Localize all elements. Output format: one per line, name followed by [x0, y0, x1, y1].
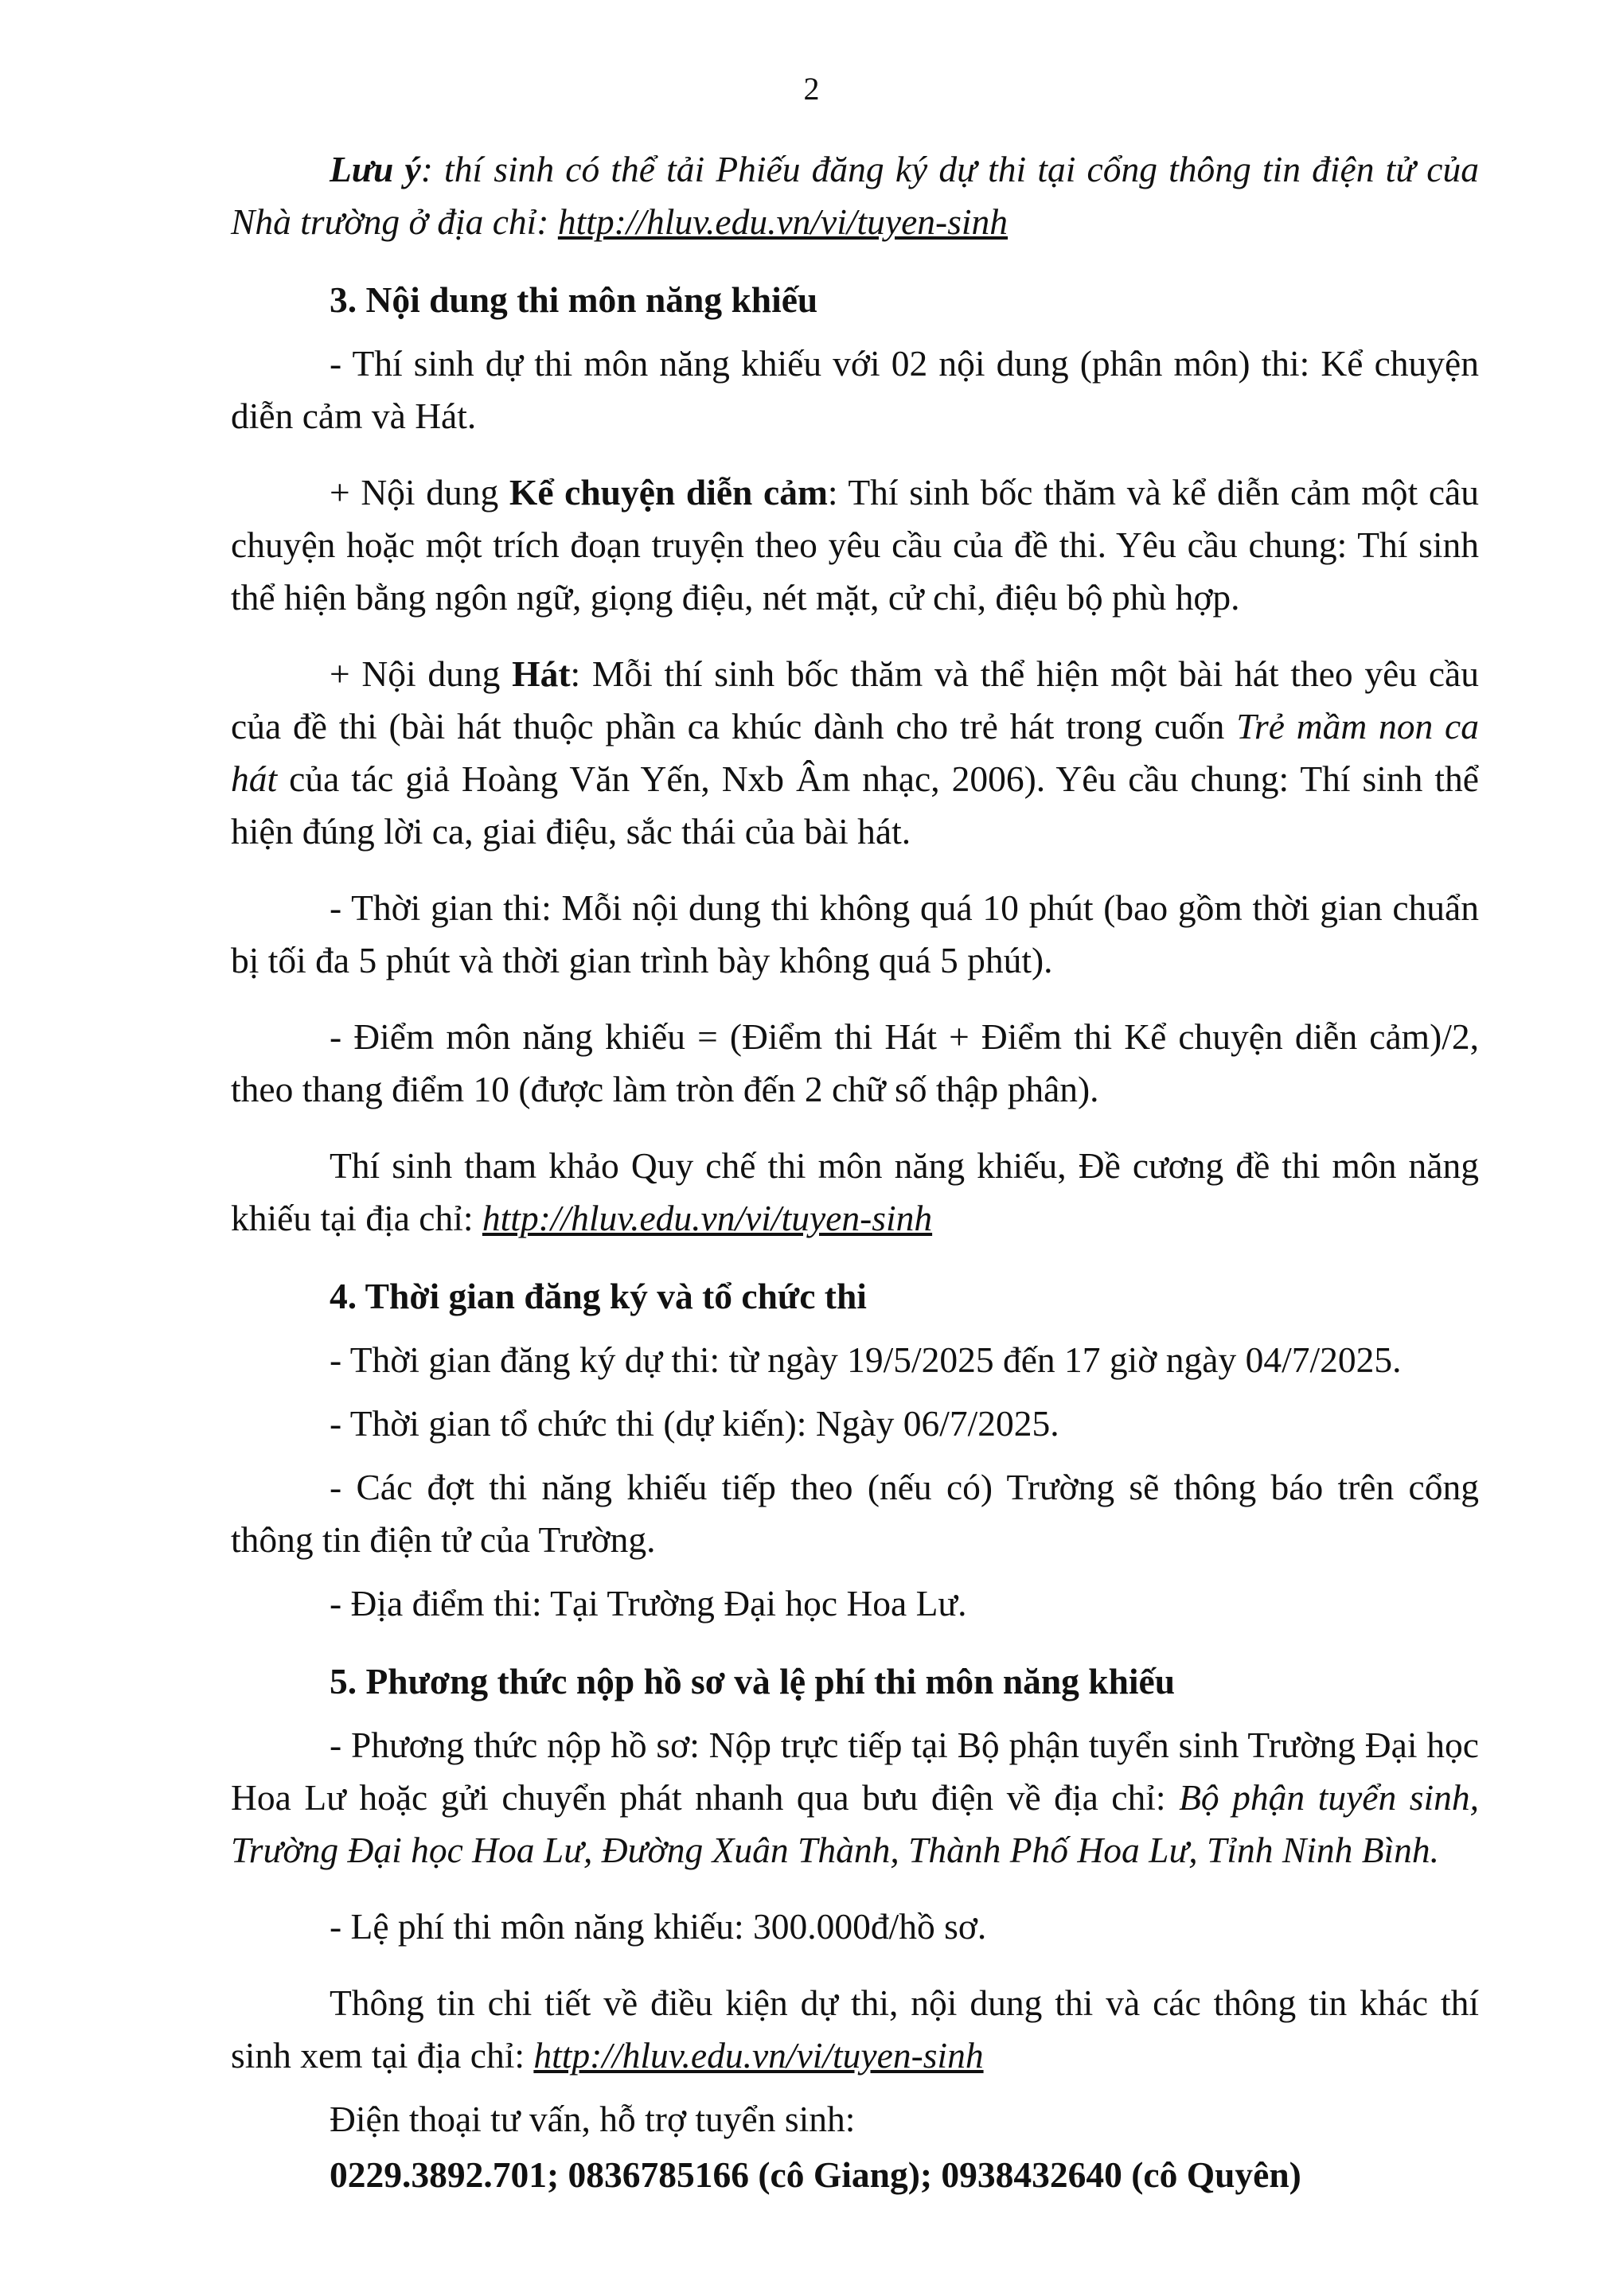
- section5-title: 5. Phương thức nộp hồ sơ và lệ phí thi môn năng khiếu: [330, 1661, 1176, 1702]
- page-content: [231, 143, 1479, 2201]
- section5-p3-text: Thông tin chi tiết về điều kiện dự thi, nội dung thi và các thông tin khác thí sinh xem tại địa chỉ:: [231, 1982, 1479, 2076]
- section3-p2-bold: Kể chuyện diễn cảm: [509, 472, 828, 513]
- note-paragraph: [231, 143, 1479, 248]
- section3-p2: [231, 466, 1479, 624]
- section4-title: 4. Thời gian đăng ký và tổ chức thi: [330, 1276, 867, 1316]
- section3-p4: - Thời gian thi: Mỗi nội dung thi không quá 10 phút (bao gồm thời gian chuẩn bị tối đa 5 phút và thời gian trình bày không quá 5 phút).: [231, 887, 1479, 980]
- section4-item: - Thời gian đăng ký dự thi: từ ngày 19/5/2025 đến 17 giờ ngày 04/7/2025.: [330, 1339, 1402, 1380]
- note-link[interactable]: http://hluv.edu.vn/vi/tuyen-sinh: [557, 201, 1009, 242]
- section5-p1-address: Bộ phận tuyển sinh, Trường Đại học Hoa Lư, Đường Xuân Thành, Thành Phố Hoa Lư, Tỉnh Ninh Bình.: [231, 1777, 1479, 1870]
- section3-p3-prefix: + Nội dung: [330, 653, 513, 694]
- section3-p6: [231, 1140, 1479, 1245]
- note-text: : thí sinh có thể tải Phiếu đăng ký dự thi tại cổng thông tin điện tử của Nhà trường ở địa chỉ:: [231, 149, 1479, 242]
- hotline-numbers: 0229.3892.701; 0836785166 (cô Giang); 0938432640 (cô Quyên): [330, 2154, 1301, 2195]
- section3-p3-b: của tác giả Hoàng Văn Yến, Nxb Âm nhạc, 2006). Yêu cầu chung: Thí sinh thể hiện đúng lời ca, giai điệu, sắc thái của bài hát.: [231, 758, 1479, 852]
- section5-p4: Điện thoại tư vấn, hỗ trợ tuyển sinh:: [330, 2099, 856, 2139]
- section3-p2-rest: : Thí sinh bốc thăm và kể diễn cảm một câu chuyện hoặc một trích đoạn truyện theo yêu cầu của đề thi. Yêu cầu chung: Thí sinh thể hiện bằng ngôn ngữ, giọng điệu, nét mặt, cử chỉ, điệu bộ phù hợp.: [231, 472, 1479, 618]
- section3-p3-a: : Mỗi thí sinh bốc thăm và thể hiện một bài hát theo yêu cầu của đề thi (bài hát thuộc phần ca khúc dành cho trẻ hát trong cuốn: [231, 653, 1479, 746]
- section3-p1: - Thí sinh dự thi môn năng khiếu với 02 nội dung (phân môn) thi: Kể chuyện diễn cảm và Hát.: [231, 343, 1479, 436]
- section3-p2-prefix: + Nội dung: [330, 472, 509, 513]
- section3-p6-link[interactable]: http://hluv.edu.vn/vi/tuyen-sinh: [482, 1198, 933, 1238]
- section4-item: - Thời gian tổ chức thi (dự kiến): Ngày 06/7/2025.: [330, 1403, 1059, 1444]
- section3-p3-italic: Trẻ mầm non ca hát: [231, 706, 1479, 799]
- section3-p6-text: Thí sinh tham khảo Quy chế thi môn năng khiếu, Đề cương đề thi môn năng khiếu tại địa chỉ:: [231, 1145, 1479, 1238]
- page-number: 2: [803, 71, 820, 107]
- section5-p2: - Lệ phí thi môn năng khiếu: 300.000đ/hồ sơ.: [330, 1906, 987, 1947]
- note-label: Lưu ý: [330, 149, 421, 189]
- section5-p1-text: - Phương thức nộp hồ sơ: Nộp trực tiếp tại Bộ phận tuyển sinh Trường Đại học Hoa Lư hoặc gửi chuyển phát nhanh qua bưu điện về địa chỉ:: [231, 1725, 1479, 1818]
- section5-p3: [231, 1977, 1479, 2082]
- section4-item: - Địa điểm thi: Tại Trường Đại học Hoa Lư.: [330, 1583, 967, 1624]
- section3-p3: [231, 648, 1479, 858]
- section4-item: - Các đợt thi năng khiếu tiếp theo (nếu có) Trường sẽ thông báo trên cổng thông tin điện tử của Trường.: [231, 1467, 1479, 1560]
- section5-p1: [231, 1719, 1479, 1877]
- section3-p5: - Điểm môn năng khiếu = (Điểm thi Hát + Điểm thi Kể chuyện diễn cảm)/2, theo thang điểm 10 (được làm tròn đến 2 chữ số thập phân).: [231, 1016, 1479, 1109]
- section3-title: 3. Nội dung thi môn năng khiếu: [330, 279, 818, 320]
- section3-p3-bold: Hát: [512, 653, 571, 694]
- section5-p3-link[interactable]: http://hluv.edu.vn/vi/tuyen-sinh: [533, 2035, 984, 2076]
